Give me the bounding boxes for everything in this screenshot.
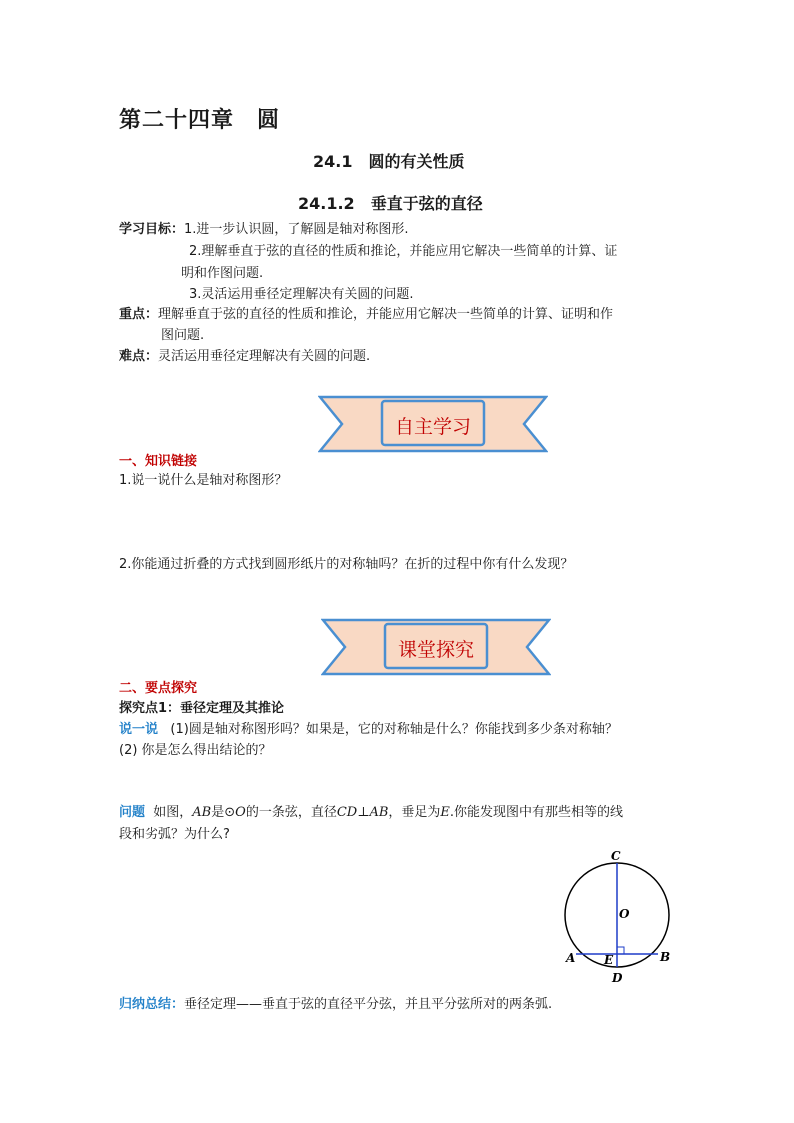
talk-line1 [119,720,618,740]
banner-class-explore [321,616,551,678]
objective-item-3: 3.灵活运用垂径定理解决有关圆的问题. [189,287,414,302]
summary-line [119,995,552,1015]
problem-label: 问题 [119,805,146,820]
problem-text-part: .你能发现图中有那些相等的线 [449,805,624,820]
chapter-title: 第二十四章 圆 [119,108,281,133]
problem-diameter-cd: CD⊥AB [336,805,389,820]
problem-text-part: 是⊙ [211,805,236,820]
explore-point-1: 探究点1：垂径定理及其推论 [119,701,285,716]
right-angle-mark [617,947,624,954]
banner-self-study [318,393,548,455]
difficulty-line [119,347,370,367]
problem-foot-e: E [440,805,450,820]
talk-text: (1)圆是轴对称图形吗？如果是，它的对称轴是什么？你能找到多少条对称轴？ [170,722,618,737]
summary-text: 垂径定理——垂直于弦的直径平分弦，并且平分弦所对的两条弧. [184,997,553,1012]
difficulty-text: 灵活运用垂径定理解决有关圆的问题. [158,349,371,364]
problem-line1 [119,803,623,823]
key-point-line2: 图问题. [161,328,205,343]
section-title: 24.1 圆的有关性质 [313,152,465,171]
label-c: C [611,849,621,863]
summary-label: 归纳总结： [119,997,185,1012]
difficulty-label: 难点： [119,349,159,364]
banner-self-study-label: 自主学习 [394,416,471,438]
talk-line2: (2) 你是怎么得出结论的？ [119,743,272,758]
key-point-line1 [119,305,613,325]
problem-text-part: 如图， [153,805,193,820]
problem-text-part: ，垂足为 [388,805,441,820]
problem-center-o: O [235,805,246,820]
problem-text-part: 的一条弦，直径 [245,805,337,820]
problem-chord-ab: AB [192,805,212,820]
circle-figure [558,842,688,992]
explore-heading: 二、要点探究 [119,681,198,696]
label-a: A [566,951,576,965]
key-point-label: 重点： [119,307,159,322]
label-o: O [619,907,630,921]
objectives-line1 [119,220,409,240]
key-point-text: 理解垂直于弦的直径的性质和推论，并能应用它解决一些简单的计算、证明和作 [158,307,614,322]
knowledge-question-2: 2.你能通过折叠的方式找到圆形纸片的对称轴吗？在折的过程中你有什么发现？ [119,557,574,572]
label-b: B [660,950,671,964]
objective-item-1: 1.进一步认识圆，了解圆是轴对称图形. [184,222,409,237]
talk-label: 说一说 [119,722,159,737]
subsection-title: 24.1.2 垂直于弦的直径 [298,194,483,213]
problem-line2: 段和劣弧？为什么? [119,827,230,842]
knowledge-question-1: 1.说一说什么是轴对称图形？ [119,473,288,488]
objective-item-2-line2: 明和作图问题. [181,266,264,281]
label-e: E [604,953,614,967]
knowledge-heading: 一、知识链接 [119,454,198,469]
objective-item-2-line1: 2.理解垂直于弦的直径的性质和推论，并能应用它解决一些简单的计算、证 [189,244,618,259]
objectives-label: 学习目标： [119,222,185,237]
label-d: D [612,971,623,985]
banner-class-explore-label: 课堂探究 [397,639,474,661]
